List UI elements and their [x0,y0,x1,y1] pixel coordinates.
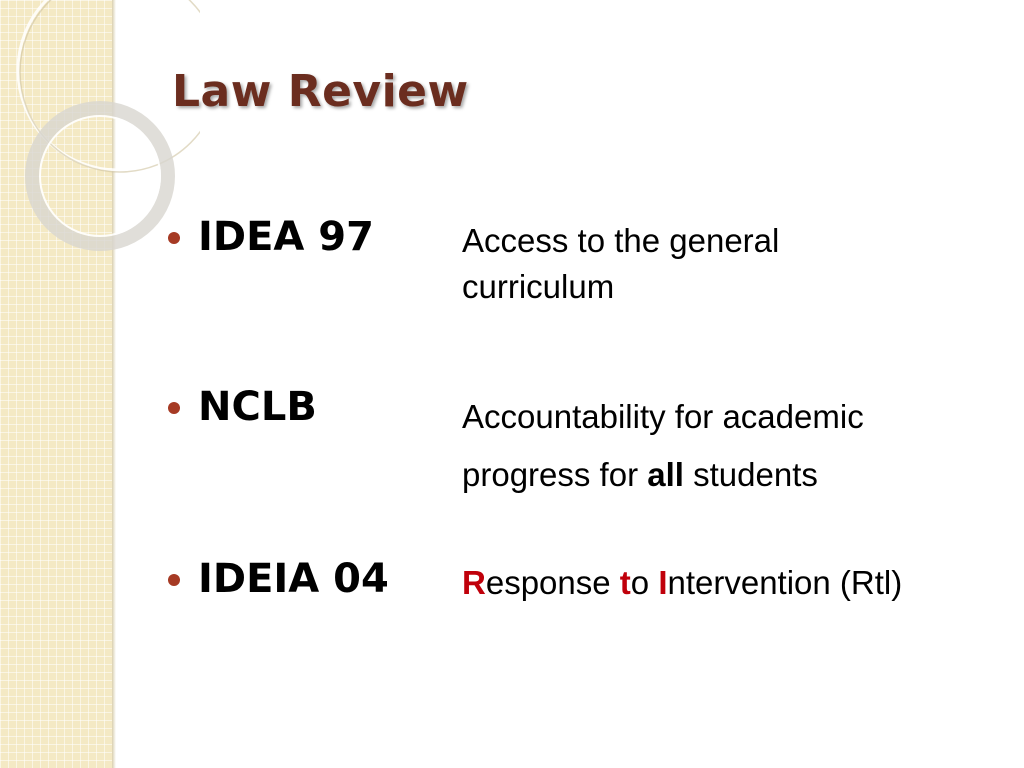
bullet-description [462,218,779,310]
bullet-description [462,560,902,606]
highlight-letter: t [619,564,631,601]
highlight-letter: I [658,564,668,601]
bullet-term: IDEA 97 [198,214,374,260]
bullet-term: IDEIA 04 [198,556,389,602]
bullet-dot [168,402,180,414]
emphasis-text: all [647,455,684,493]
bullet-dot [168,574,180,586]
description-text: ntervention (Rtl) [667,564,903,601]
decorative-ring-small [32,108,168,244]
highlight-letter: R [462,564,486,601]
description-text: progress for [462,455,648,493]
description-line: Accountability for academic [462,398,864,435]
bullet-term: NCLB [198,384,317,430]
description-line [462,446,864,504]
description-text: o [630,564,659,601]
description-text: students [683,455,818,493]
bullet-description [462,388,864,504]
decorative-ring-small-inner [40,116,160,236]
slide-title: Law Review [172,66,469,117]
description-line: Access to the general [462,222,780,259]
bullet-dot [168,232,180,244]
description-line [462,560,902,606]
decorative-rings [0,0,200,260]
description-text: esponse [485,564,620,601]
description-line: curriculum [462,268,615,306]
